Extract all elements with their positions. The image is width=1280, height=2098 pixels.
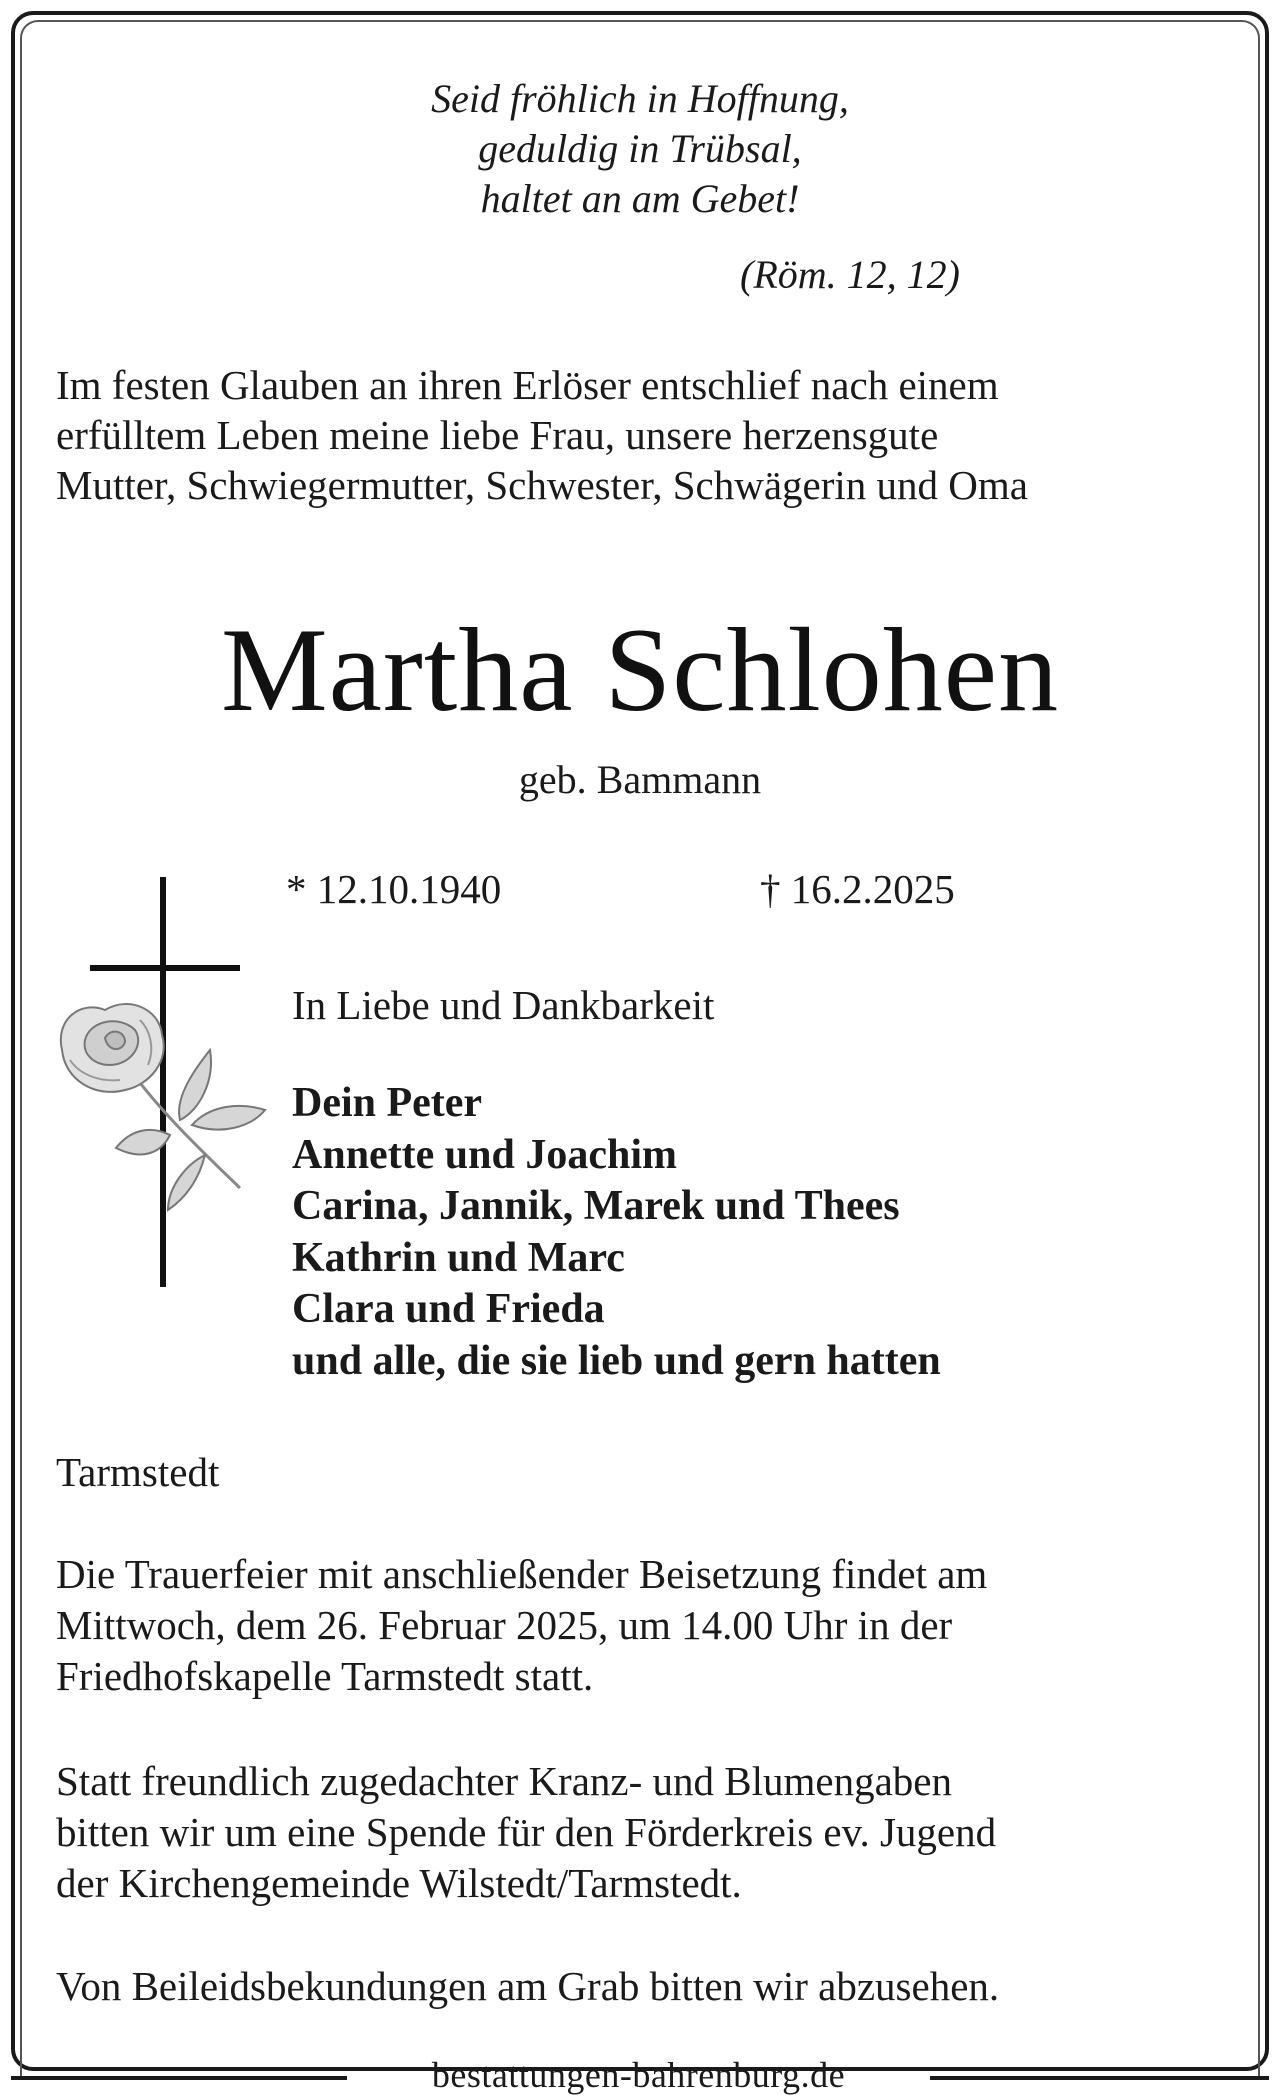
intro-line: Mutter, Schwiegermutter, Schwester, Schwägerin und Oma [56, 462, 1028, 508]
family-member: Annette und Joachim [292, 1131, 678, 1178]
footer-rule-right [930, 2076, 1269, 2080]
intro-line: erfülltem Leben meine liebe Frau, unsere herzensgute [56, 412, 939, 458]
bible-verse [280, 74, 1000, 224]
donation-line: Statt freundlich zugedachter Kranz- und Blumengaben [56, 1758, 952, 1804]
funeral-home-website: bestattungen-bahrenburg.de [431, 2055, 846, 2095]
family-member: Clara und Frieda [292, 1286, 605, 1332]
maiden-name: geb. Bammann [518, 757, 762, 802]
service-line: Die Trauerfeier mit anschließender Beisetzung findet am [56, 1551, 988, 1597]
verse-reference: (Röm. 12, 12) [740, 252, 960, 297]
family-member: und alle, die sie lieb und gern hatten [292, 1337, 941, 1384]
donation-info [56, 1756, 1246, 1909]
verse-line: geduldig in Trübsal, [478, 126, 802, 171]
service-line: Mittwoch, dem 26. Februar 2025, um 14.00 Uhr in der [56, 1602, 953, 1648]
death-date: † 16.2.2025 [760, 866, 955, 912]
verse-line: haltet an am Gebet! [480, 176, 800, 221]
birth-date: * 12.10.1940 [286, 866, 502, 912]
family-list [292, 1078, 941, 1387]
intro-line: Im festen Glauben an ihren Erlöser entschlief nach einem [56, 362, 999, 408]
closing-phrase: In Liebe und Dankbarkeit [292, 982, 715, 1028]
intro-text [56, 360, 1246, 510]
service-info [56, 1549, 1246, 1702]
verse-line: Seid fröhlich in Hoffnung, [431, 76, 849, 121]
condolence-note: Von Beileidsbekundungen am Grab bitten wir abzusehen. [56, 1963, 1000, 2009]
cross-rose-emblem [50, 870, 280, 1290]
donation-line: der Kirchengemeinde Wilstedt/Tarmstedt. [56, 1860, 742, 1906]
deceased-name: Martha Schlohen [220, 603, 1060, 736]
footer-rule-left [11, 2076, 347, 2080]
family-member: Dein Peter [292, 1080, 483, 1126]
family-member: Carina, Jannik, Marek und Thees [292, 1183, 900, 1229]
family-member: Kathrin und Marc [292, 1234, 625, 1281]
service-line: Friedhofskapelle Tarmstedt statt. [56, 1653, 594, 1699]
place-name: Tarmstedt [56, 1449, 220, 1495]
donation-line: bitten wir um eine Spende für den Förderkreis ev. Jugend [56, 1809, 997, 1855]
